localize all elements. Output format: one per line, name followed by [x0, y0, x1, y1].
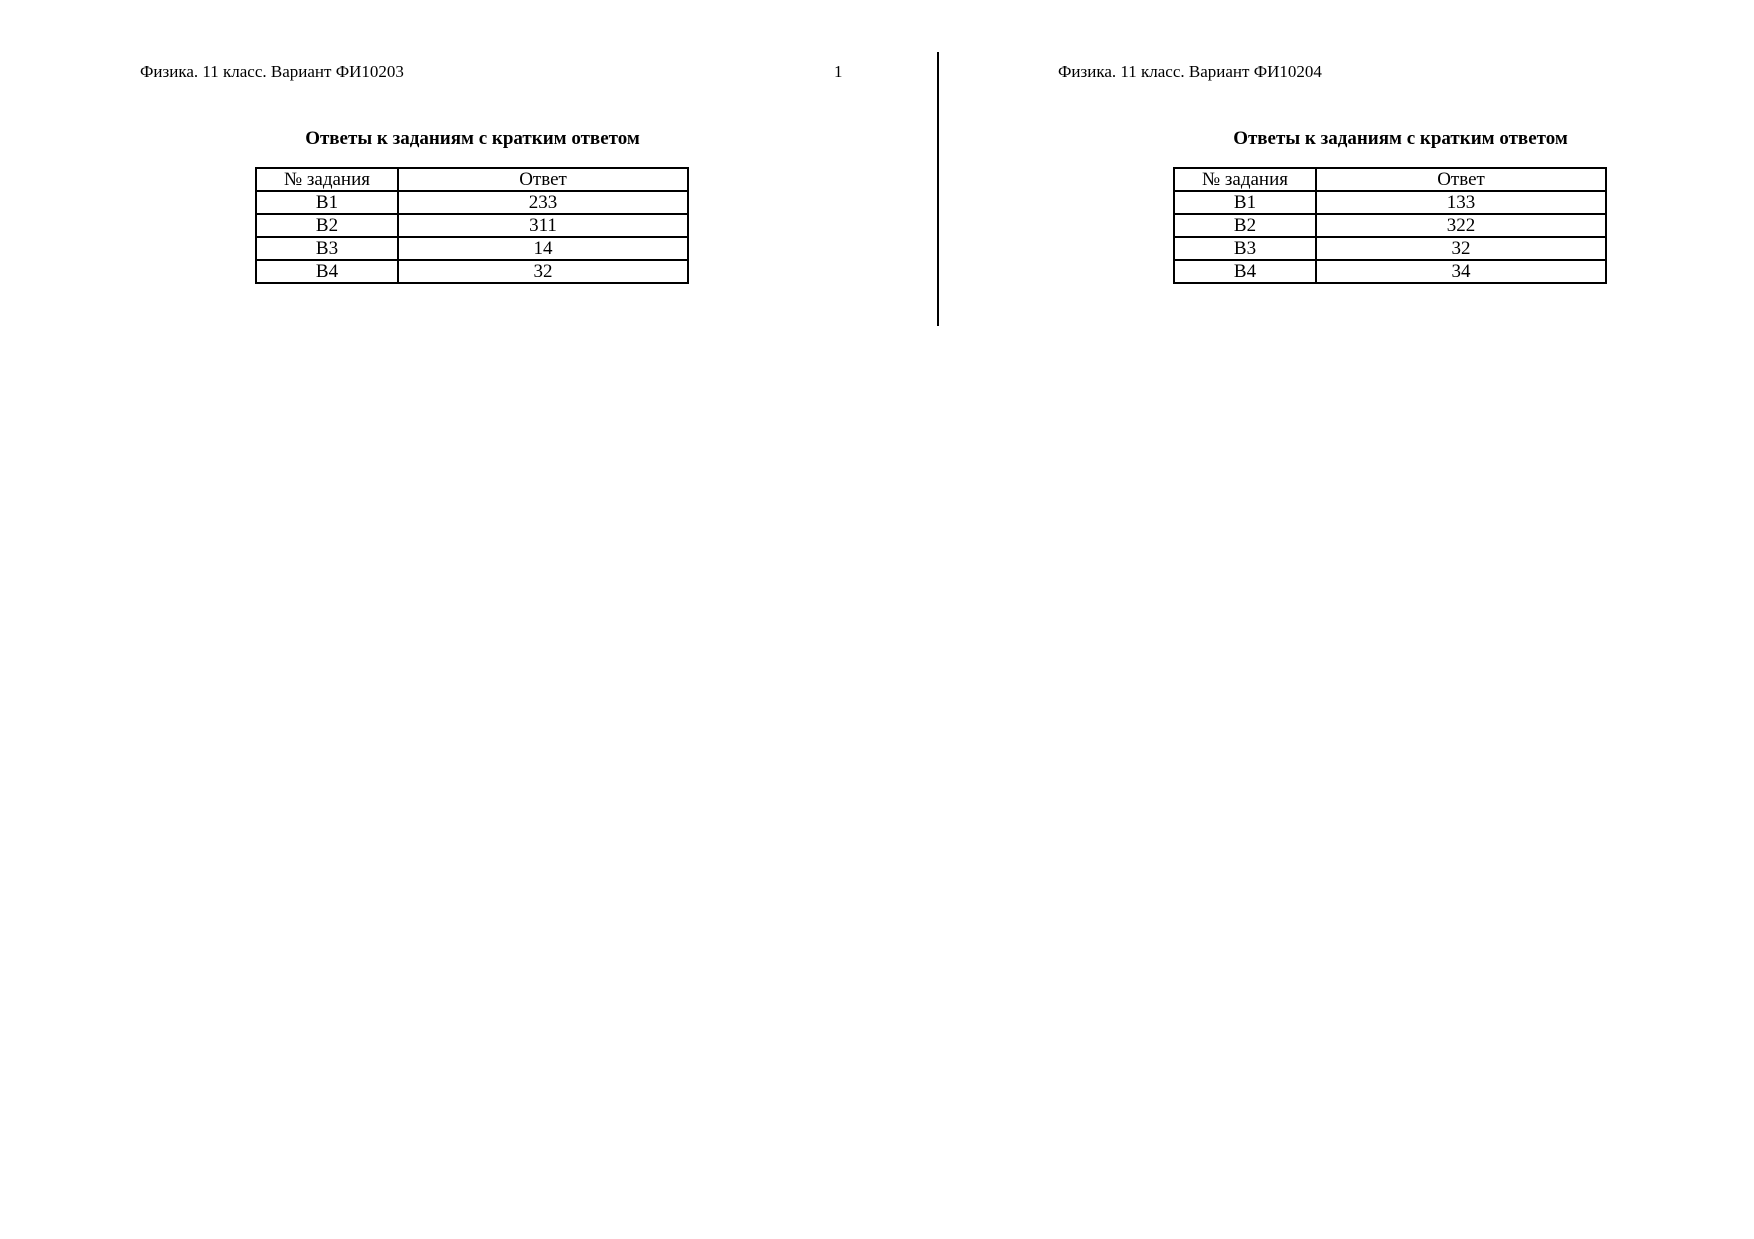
answers-table — [1173, 167, 1607, 284]
task-number-cell: В2 — [1174, 214, 1316, 237]
section-title: Ответы к заданиям с кратким ответом — [305, 128, 640, 149]
table-row — [256, 260, 688, 283]
task-number-cell: В1 — [1174, 191, 1316, 214]
task-number-cell: В4 — [256, 260, 398, 283]
column-header-task-number: № задания — [256, 168, 398, 191]
answer-cell: 233 — [398, 191, 688, 214]
right-page — [939, 0, 1754, 1239]
answer-cell: 133 — [1316, 191, 1606, 214]
table-row — [1174, 214, 1606, 237]
page-header: Физика. 11 класс. Вариант ФИ10204 — [1058, 62, 1322, 81]
task-number-cell: В4 — [1174, 260, 1316, 283]
answer-cell: 322 — [1316, 214, 1606, 237]
page-number: 1 — [834, 62, 843, 81]
task-number-cell: В2 — [256, 214, 398, 237]
column-header-answer: Ответ — [398, 168, 688, 191]
column-header-task-number: № задания — [1174, 168, 1316, 191]
task-number-cell: В3 — [1174, 237, 1316, 260]
answer-cell: 34 — [1316, 260, 1606, 283]
answer-cell: 311 — [398, 214, 688, 237]
answer-cell: 32 — [1316, 237, 1606, 260]
table-row — [1174, 260, 1606, 283]
task-number-cell: В3 — [256, 237, 398, 260]
section-title: Ответы к заданиям с кратким ответом — [1233, 128, 1568, 149]
answer-cell: 14 — [398, 237, 688, 260]
table-row — [256, 237, 688, 260]
table-row — [1174, 237, 1606, 260]
answer-cell: 32 — [398, 260, 688, 283]
table-row — [1174, 191, 1606, 214]
answers-table — [255, 167, 689, 284]
task-number-cell: В1 — [256, 191, 398, 214]
table-row — [256, 214, 688, 237]
table-header-row — [256, 168, 688, 191]
table-header-row — [1174, 168, 1606, 191]
table-row — [256, 191, 688, 214]
column-header-answer: Ответ — [1316, 168, 1606, 191]
page-header: Физика. 11 класс. Вариант ФИ10203 — [140, 62, 404, 81]
